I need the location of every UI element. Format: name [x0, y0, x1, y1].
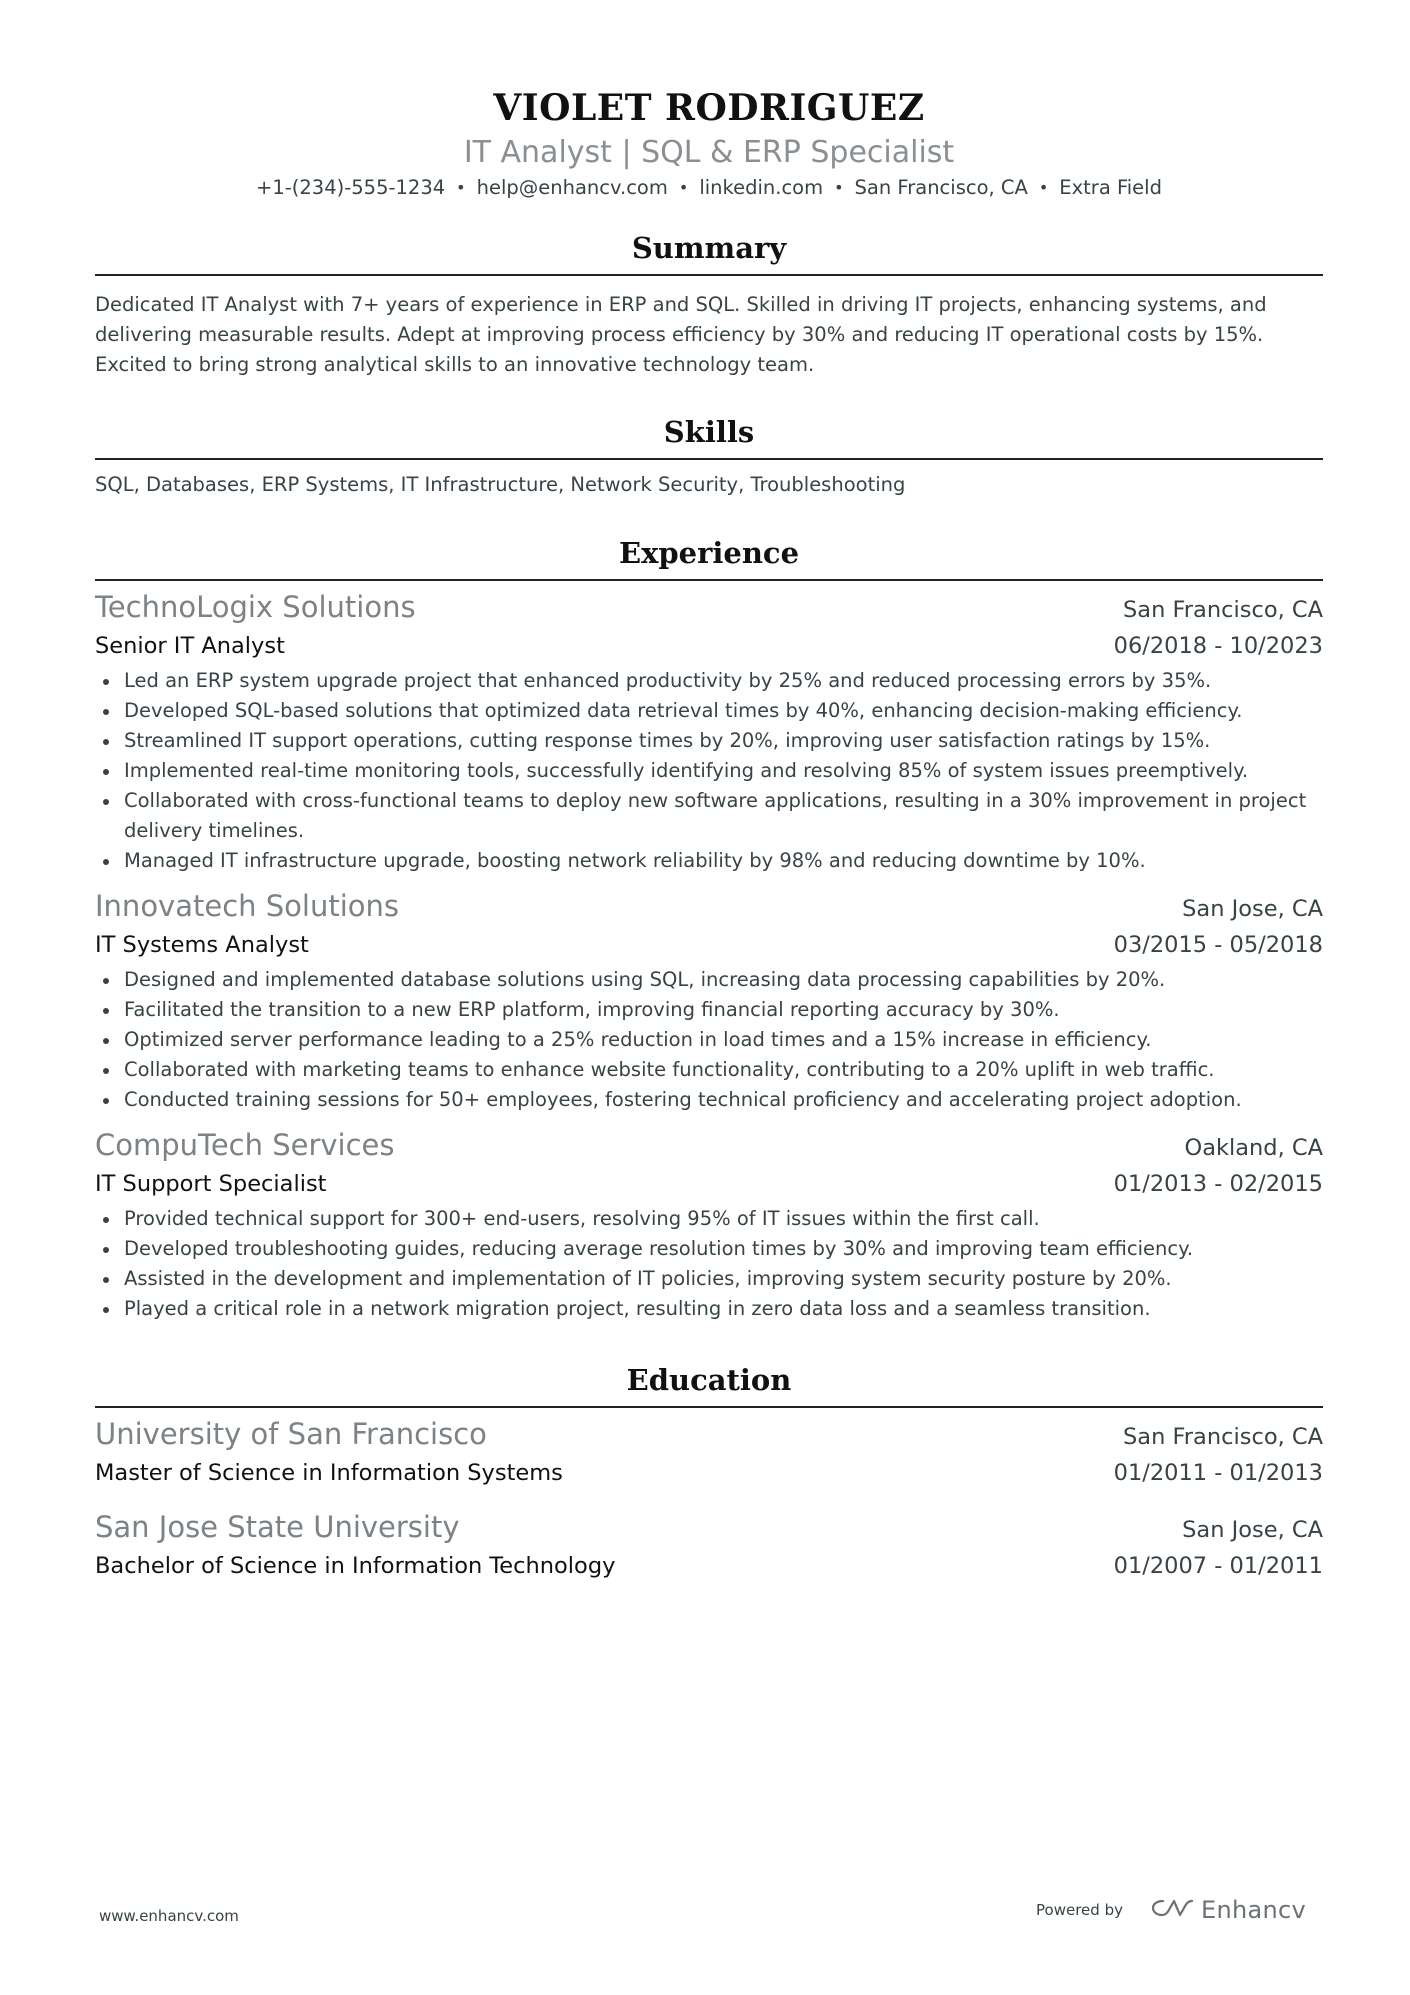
company-name: CompuTech Services — [95, 1128, 395, 1162]
list-item: Developed troubleshooting guides, reducing average resolution times by 30% and improving team efficiency. — [95, 1234, 1323, 1264]
candidate-title: IT Analyst | SQL & ERP Specialist — [463, 135, 955, 170]
experience-entry — [95, 1127, 1323, 1324]
degree: Master of Science in Information Systems — [95, 1460, 563, 1486]
brand-name: Enhancv — [1200, 1896, 1306, 1924]
powered-by-label: Powered by — [1036, 1901, 1123, 1919]
list-item: Optimized server performance leading to a 25% reduction in load times and a 15% increase in efficiency. — [95, 1025, 1323, 1055]
skills-heading: Skills — [663, 415, 755, 449]
list-item: Implemented real-time monitoring tools, successfully identifying and resolving 85% of system issues preemptively. — [95, 756, 1323, 786]
resume-page — [95, 0, 1323, 1584]
section-divider — [95, 1406, 1323, 1408]
section-divider — [95, 274, 1323, 276]
school-location: San Jose, CA — [1182, 1517, 1323, 1543]
section-divider — [95, 579, 1323, 581]
skills-text: SQL, Databases, ERP Systems, IT Infrastructure, Network Security, Troubleshooting — [95, 473, 906, 496]
job-role: Senior IT Analyst — [95, 633, 285, 659]
candidate-name: VIOLET RODRIGUEZ — [493, 87, 925, 129]
summary-heading: Summary — [631, 231, 787, 265]
list-item: Led an ERP system upgrade project that enhanced productivity by 25% and reduced processing errors by 35%. — [95, 666, 1323, 696]
contact-line — [95, 174, 1323, 202]
footer-website[interactable]: www.enhancv.com — [99, 1907, 239, 1925]
company-name: Innovatech Solutions — [95, 889, 399, 923]
job-location: San Francisco, CA — [1123, 597, 1323, 623]
education-section — [95, 1362, 1323, 1584]
list-item: Collaborated with cross-functional teams to deploy new software applications, resulting in a 30% improvement in project delivery timelines. — [95, 786, 1323, 846]
list-item: Collaborated with marketing teams to enhance website functionality, contributing to a 20% uplift in web traffic. — [95, 1055, 1323, 1085]
footer-branding — [1036, 1896, 1306, 1924]
bullet-separator: • — [1038, 178, 1049, 197]
education-heading: Education — [626, 1363, 792, 1397]
summary-text: Dedicated IT Analyst with 7+ years of experience in ERP and SQL. Skilled in driving IT projects, enhancing systems, and delivering measurable results. Adept at improving process efficiency by 30% and reducing IT operational costs by 15%. Excited to bring strong analytical skills to an innovative technology team. — [95, 293, 1267, 376]
contact-location: San Francisco, CA — [854, 176, 1028, 199]
contact-phone[interactable]: +1-(234)-555-1234 — [256, 176, 446, 199]
job-role: IT Systems Analyst — [95, 932, 309, 958]
experience-entry — [95, 589, 1323, 876]
job-dates: 06/2018 - 10/2023 — [1113, 633, 1323, 659]
job-bullets — [95, 1204, 1323, 1324]
school-name: San Jose State University — [95, 1510, 460, 1544]
list-item: Provided technical support for 300+ end-users, resolving 95% of IT issues within the first call. — [95, 1204, 1323, 1234]
list-item: Developed SQL-based solutions that optimized data retrieval times by 40%, enhancing decision-making efficiency. — [95, 696, 1323, 726]
list-item: Assisted in the development and implementation of IT policies, improving system security posture by 20%. — [95, 1264, 1323, 1294]
list-item: Streamlined IT support operations, cutting response times by 20%, improving user satisfaction ratings by 15%. — [95, 726, 1323, 756]
contact-email[interactable]: help@enhancv.com — [476, 176, 668, 199]
list-item: Designed and implemented database solutions using SQL, increasing data processing capabilities by 20%. — [95, 965, 1323, 995]
job-bullets — [95, 965, 1323, 1115]
list-item: Conducted training sessions for 50+ employees, fostering technical proficiency and accelerating project adoption. — [95, 1085, 1323, 1115]
section-divider — [95, 458, 1323, 460]
company-name: TechnoLogix Solutions — [95, 590, 416, 624]
list-item: Facilitated the transition to a new ERP platform, improving financial reporting accuracy by 30%. — [95, 995, 1323, 1025]
education-dates: 01/2011 - 01/2013 — [1113, 1460, 1323, 1486]
contact-extra-field: Extra Field — [1059, 176, 1162, 199]
list-item: Played a critical role in a network migration project, resulting in zero data loss and a seamless transition. — [95, 1294, 1323, 1324]
experience-heading: Experience — [618, 536, 800, 570]
education-entry — [95, 1416, 1323, 1491]
contact-linkedin[interactable]: linkedin.com — [699, 176, 824, 199]
job-role: IT Support Specialist — [95, 1171, 327, 1197]
job-location: San Jose, CA — [1182, 896, 1323, 922]
education-dates: 01/2007 - 01/2011 — [1113, 1553, 1323, 1579]
experience-entry — [95, 888, 1323, 1115]
job-location: Oakland, CA — [1184, 1135, 1323, 1161]
bullet-separator: • — [456, 178, 466, 197]
school-name: University of San Francisco — [95, 1417, 487, 1451]
school-location: San Francisco, CA — [1123, 1424, 1323, 1450]
job-bullets — [95, 666, 1323, 876]
summary-section — [95, 230, 1323, 380]
enhancv-logo-icon — [1149, 1896, 1195, 1924]
bullet-separator: • — [678, 178, 689, 197]
job-dates: 01/2013 - 02/2015 — [1113, 1171, 1323, 1197]
degree: Bachelor of Science in Information Technology — [95, 1553, 616, 1579]
experience-section — [95, 535, 1323, 1324]
bullet-separator: • — [834, 178, 844, 197]
skills-section — [95, 414, 1323, 500]
list-item: Managed IT infrastructure upgrade, boosting network reliability by 98% and reducing downtime by 10%. — [95, 846, 1323, 876]
job-dates: 03/2015 - 05/2018 — [1113, 932, 1323, 958]
education-entry — [95, 1509, 1323, 1584]
